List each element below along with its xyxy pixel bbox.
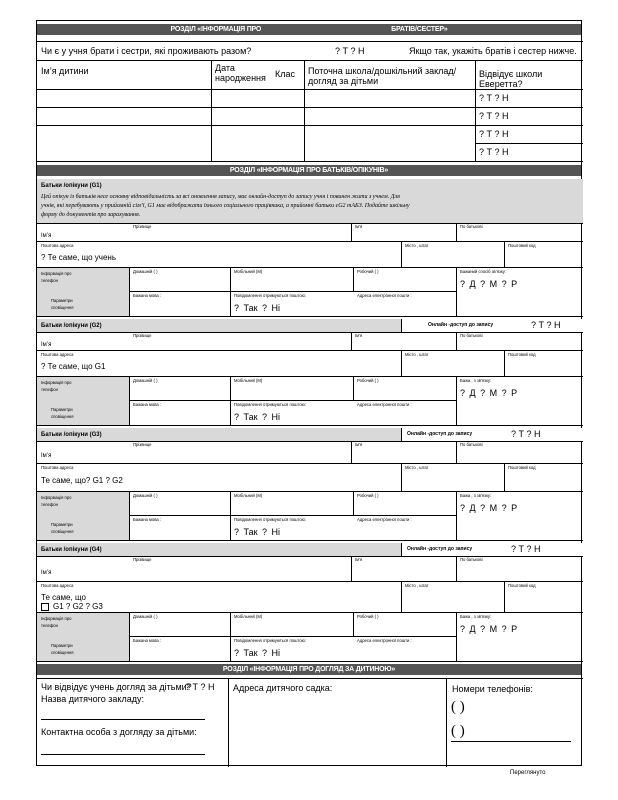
g2-pref-options[interactable]: ? Д ? М ? Р <box>460 388 518 398</box>
g4-online-yes-no[interactable]: ? Т ? Н <box>511 544 541 554</box>
g3-paper: Повідомлення отримуються поштою: <box>234 517 306 522</box>
g2-pref-contact: Бажа , з зв’язку: <box>460 378 492 383</box>
g4-phone-label: Інформація про <box>41 616 72 621</box>
g1-header: Батьки /опікуни (G1) <box>41 183 102 189</box>
enrollment-form <box>36 20 582 766</box>
g4-middle-name-label: По батькові <box>460 557 483 562</box>
g4-language: Бажана мова : <box>133 638 162 643</box>
childcare-contact-label: Контактна особа з догляду за дітьми: <box>41 727 197 737</box>
childcare-section-header <box>37 664 581 675</box>
g2-name-label: Ім’я <box>41 342 52 348</box>
g1-notify-label: Параметри <box>51 298 73 303</box>
g1-email: Адреса електронної пошти : <box>357 293 412 298</box>
g3-phone-label-2: телефон <box>41 502 58 507</box>
childcare-phones-label: Номери телефонів: <box>452 684 533 694</box>
g3-same-as[interactable]: Те саме, що? G1 ? G2 <box>41 476 123 485</box>
sibling-3-attends[interactable]: ? Т ? Н <box>479 129 509 139</box>
childcare-facility-input[interactable] <box>41 719 205 720</box>
g1-note-2: учнів, які перебувають у прийомній сім’ї, G1 має відображати їхнього соціального працівника, а прийомні батьки єG2 тАБЗ. Подайте шкільну <box>41 203 410 209</box>
g2-surname-label: Прізвище <box>133 333 152 338</box>
g1-pref-contact: Бажаний спосіб зв’язку: <box>460 269 507 274</box>
g3-pref-options[interactable]: ? Д ? М ? Р <box>460 503 518 513</box>
g1-paper: Повідомлення отримуються поштою: <box>234 293 306 298</box>
g4-header: Батьки /опікуни (G4) <box>41 547 102 553</box>
g4-notify-label: Параметри <box>51 643 73 648</box>
g4-city-label: Місто , штат <box>405 583 429 588</box>
g4-mobile-phone: Мобільний (М) <box>234 614 263 619</box>
siblings-section-title-2: БРАТІВ/СЕСТЕР» <box>391 26 448 33</box>
g1-name-label: Ім’я <box>41 233 52 239</box>
g4-home-phone: Домашній ( ) <box>133 614 158 619</box>
g2-first-name-label: Ім’я <box>355 333 363 338</box>
g1-mobile-phone: Мобільний (М) <box>234 269 263 274</box>
g3-language: Бажана мова : <box>133 517 162 522</box>
childcare-phone-1[interactable]: ( ) <box>451 699 465 715</box>
siblings-section-title: РОЗДІЛ «ІНФОРМАЦІЯ ПРО <box>170 26 262 33</box>
g2-online-yes-no[interactable]: ? Т ? Н <box>531 320 561 330</box>
g4-paper-options[interactable]: ? Так ? Ні <box>234 648 281 658</box>
g3-mobile-phone: Мобільний (М) <box>234 493 263 498</box>
g4-paper: Повідомлення отримуються поштою: <box>234 638 306 643</box>
g2-email: Адреса електронної пошти : <box>357 402 412 407</box>
g1-zip-label: Поштовий код <box>508 243 536 248</box>
g1-pref-options[interactable]: ? Д ? М ? Р <box>460 279 518 289</box>
g4-online-access: Онлайн -доступ до запису <box>407 546 473 552</box>
g4-pref-options[interactable]: ? Д ? М ? Р <box>460 624 518 634</box>
g3-work-phone: Робочий ( ) <box>357 493 379 498</box>
g4-email: Адреса електронної пошти : <box>357 638 412 643</box>
g3-header: Батьки /опікуни (G3) <box>41 432 102 438</box>
g4-surname-label: Прізвище <box>133 557 152 562</box>
g4-mailing-label: Поштова адреса <box>41 583 74 588</box>
g2-home-phone: Домашній ( ) <box>133 378 158 383</box>
childcare-contact-input[interactable] <box>41 754 205 755</box>
g4-pref-contact: Бажа , з зв’язку: <box>460 614 492 619</box>
g2-header: Батьки /опікуни (G2) <box>41 323 102 329</box>
childcare-section-title: РОЗДІЛ «ІНФОРМАЦІЯ ПРО ДОГЛЯД ЗА ДИТИНОЮ» <box>222 666 396 673</box>
g3-notify-label-2: сповіщення <box>51 529 74 534</box>
g1-surname-label: Прізвище <box>133 224 152 229</box>
childcare-question: Чи відвідує учень догляд за дітьми? <box>41 682 192 692</box>
g2-paper: Повідомлення отримуються поштою: <box>234 402 306 407</box>
g4-phone-label-2: телефон <box>41 623 58 628</box>
col-grade: Клас <box>275 69 295 79</box>
g1-middle-name-label: По батькові <box>460 224 483 229</box>
g2-work-phone: Робочий ( ) <box>357 378 379 383</box>
g3-name-label: Ім’я <box>41 453 52 459</box>
childcare-address-label: Адреса дитячого садка: <box>233 683 333 693</box>
g2-city-label: Місто , штат <box>405 352 429 357</box>
sibling-1-attends[interactable]: ? Т ? Н <box>479 93 509 103</box>
col-school-2: догляд за дітьми <box>308 76 379 86</box>
siblings-yes-no[interactable]: ? Т ? Н <box>335 46 365 56</box>
col-dob-2: народження <box>215 73 266 83</box>
g2-notify-label: Параметри <box>51 407 73 412</box>
g3-paper-options[interactable]: ? Так ? Ні <box>234 527 281 537</box>
g1-paper-options[interactable]: ? Так ? Ні <box>234 303 281 313</box>
col-child-name: Ім’я дитини <box>41 66 89 76</box>
g1-home-phone: Домашній ( ) <box>133 269 158 274</box>
g4-same-checkbox[interactable] <box>41 603 49 611</box>
g1-notify-label-2: сповіщення <box>51 305 74 310</box>
parents-section-title: РОЗДІЛ «ІНФОРМАЦІЯ ПРО БАТЬКІВ/ОПІКУНІВ» <box>229 167 389 174</box>
g3-email: Адреса електронної пошти : <box>357 517 412 522</box>
g2-phone-label-2: телефон <box>41 387 58 392</box>
childcare-phone-2[interactable]: ( ) <box>451 723 465 739</box>
g2-notify-label-2: сповіщення <box>51 414 74 419</box>
col-school-1: Поточна школа/дошкільний заклад/ <box>308 66 457 76</box>
sibling-2-attends[interactable]: ? Т ? Н <box>479 111 509 121</box>
g2-mobile-phone: Мобільний (М) <box>234 378 263 383</box>
g2-zip-label: Поштовий код <box>508 352 536 357</box>
siblings-section-header <box>37 24 581 35</box>
col-attends-2: Еверетта? <box>479 79 523 89</box>
siblings-instruction: Якщо так, укажіть братів і сестер нижче. <box>409 46 577 56</box>
g1-city-label: Місто , штат <box>405 243 429 248</box>
g1-language: Бажана мова : <box>133 293 162 298</box>
g1-work-phone: Робочий ( ) <box>357 269 379 274</box>
g1-same-as[interactable]: ? Те саме, що учень <box>41 253 116 262</box>
childcare-facility-label: Назва дитячого закладу: <box>41 694 144 704</box>
g2-mailing-label: Поштова адреса <box>41 352 74 357</box>
g3-first-name-label: Ім’я <box>355 442 363 447</box>
g3-pref-contact: Бажа , з зв’язку: <box>460 493 492 498</box>
col-dob-1: Дата <box>215 63 235 73</box>
g2-phone-label: Інформація про <box>41 380 72 385</box>
g3-middle-name-label: По батькові <box>460 442 483 447</box>
g1-note-3: форму до документів про зарахування. <box>41 212 141 218</box>
g4-first-name-label: Ім’я <box>355 557 363 562</box>
g1-mailing-label: Поштова адреса <box>41 243 74 248</box>
g4-work-phone: Робочий ( ) <box>357 614 379 619</box>
g4-same-as: Те саме, що <box>41 593 86 602</box>
g2-middle-name-label: По батькові <box>460 333 483 338</box>
g3-mailing-label: Поштова адреса <box>41 465 74 470</box>
g3-online-yes-no[interactable]: ? Т ? Н <box>511 429 541 439</box>
col-attends-1: Відвідує школи <box>479 69 543 79</box>
g2-online-access: Онлайн -доступ до запису <box>428 322 494 328</box>
childcare-yes-no[interactable]: ? Т ? Н <box>185 682 215 692</box>
g3-surname-label: Прізвище <box>133 442 152 447</box>
g3-notify-label: Параметри <box>51 522 73 527</box>
siblings-question: Чи є у учня брати і сестри, які проживають разом? <box>41 46 252 56</box>
g4-zip-label: Поштовий код <box>508 583 536 588</box>
g3-city-label: Місто , штат <box>405 465 429 470</box>
g1-phone-label: Інформація про <box>41 271 72 276</box>
g4-name-label: Ім’я <box>41 570 52 576</box>
g1-first-name-label: Ім’я <box>355 224 363 229</box>
sibling-4-attends[interactable]: ? Т ? Н <box>479 147 509 157</box>
reviewed-label: Переглянуто <box>510 770 546 776</box>
g3-online-access: Онлайн -доступ до запису <box>407 431 473 437</box>
g4-same-options[interactable]: G1 ? G2 ? G3 <box>53 602 103 611</box>
g3-zip-label: Поштовий код <box>508 465 536 470</box>
g2-language: Бажана мова : <box>133 402 162 407</box>
g3-home-phone: Домашній ( ) <box>133 493 158 498</box>
g2-same-as[interactable]: ? Те саме, що G1 <box>41 362 106 371</box>
g1-phone-label-2: телефон <box>41 278 58 283</box>
g4-notify-label-2: сповіщення <box>51 650 74 655</box>
g3-phone-label: Інформація про <box>41 495 72 500</box>
g2-paper-options[interactable]: ? Так ? Ні <box>234 412 281 422</box>
parents-section-header <box>37 165 581 176</box>
g1-note-1: Цей опікун із батьків несе основну відповідальність за всі оновлення запису, має онлайн-доступ до запису учня і повинен жити з учнем. Для <box>41 194 400 200</box>
